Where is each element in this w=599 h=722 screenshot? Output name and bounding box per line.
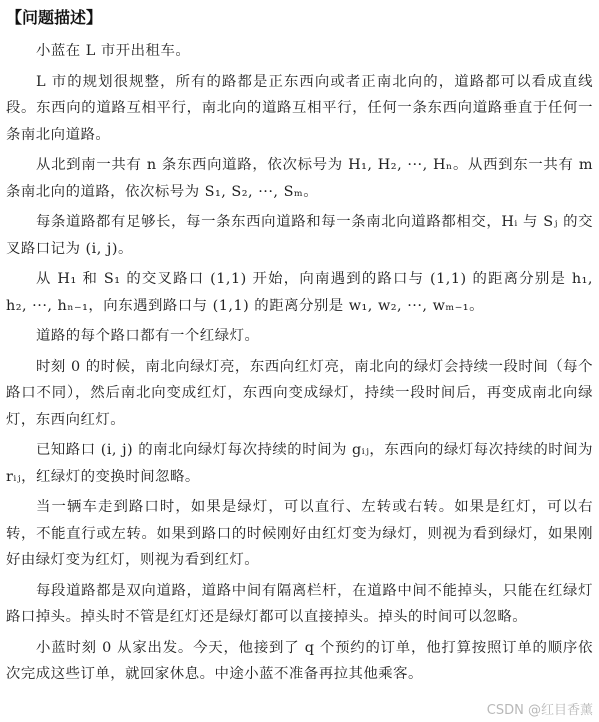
section-heading: 【问题描述】	[6, 8, 103, 27]
paragraph-intro: 小蓝在 L 市开出租车。	[36, 43, 191, 59]
paragraph-city-layout: L 市的规划很规整，所有的路都是正东西向或者正南北向的，道路都可以看成直线段。东西向的道路互相平行，南北向的道路互相平行，任何一条东西向道路垂直于任何一条南北向道路。	[6, 73, 593, 143]
paragraph-light-cycle: 时刻 0 的时候，南北向绿灯亮，东西向红灯亮，南北向的绿灯会持续一段时间（每个路口不同），然后南北向变成红灯，东西向变成绿灯，持续一段时间后，再变成南北向绿灯，东西向红灯。	[6, 358, 593, 428]
paragraph-distances: 从 H₁ 和 S₁ 的交叉路口 (1,1) 开始，向南遇到的路口与 (1,1) 的距离分别是 h₁, h₂, ···, hₙ₋₁，向东遇到路口与 (1,1) 的距离分别是 w₁, w₂, ···, wₘ₋₁。	[6, 271, 593, 314]
paragraph-traffic-lights: 道路的每个路口都有一个红绿灯。	[36, 328, 260, 344]
paragraph-orders: 小蓝时刻 0 从家出发。今天，他接到了 q 个预约的订单，他打算按照订单的顺序依次完成这些订单，就回家休息。中途小蓝不准备再拉其他乘客。	[6, 639, 593, 682]
paragraph-road-labels: 从北到南一共有 n 条东西向道路，依次标号为 H₁, H₂, ···, Hₙ。从西到东一共有 m 条南北向的道路，依次标号为 S₁, S₂, ···, Sₘ。	[6, 157, 593, 200]
paragraph-u-turn-rules: 每段道路都是双向道路，道路中间有隔离栏杆，在道路中间不能掉头，只能在红绿灯路口掉头。掉头时不管是红灯还是绿灯都可以直接掉头。掉头的时间可以忽略。	[6, 582, 593, 625]
paragraph-turning-rules: 当一辆车走到路口时，如果是绿灯，可以直行、左转或右转。如果是红灯，可以右转，不能直行或左转。如果到路口的时候刚好由红灯变为绿灯，则视为看到绿灯，如果刚好由绿灯变为红灯，则视为看到红灯。	[6, 499, 593, 568]
paragraph-light-durations: 已知路口 (i, j) 的南北向绿灯每次持续的时间为 gᵢⱼ，东西向的绿灯每次持续的时间为 rᵢⱼ，红绿灯的变换时间忽略。	[6, 442, 593, 485]
csdn-watermark: CSDN @红目香薰	[487, 699, 593, 718]
paragraph-intersections: 每条道路都有足够长，每一条东西向道路和每一条南北向道路都相交，Hᵢ 与 Sⱼ 的交叉路口记为 (i, j)。	[6, 214, 593, 257]
